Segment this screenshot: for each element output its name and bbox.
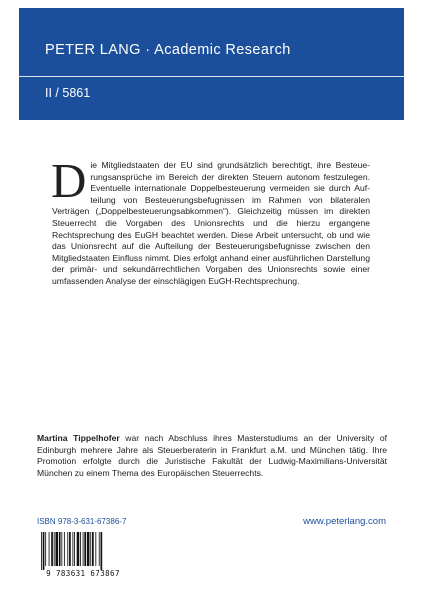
barcode-bar xyxy=(84,532,86,566)
top-margin xyxy=(0,0,423,8)
barcode-digits: 9 783631 673867 xyxy=(46,569,120,578)
barcode-bar xyxy=(45,532,46,566)
author-name: Martina Tippelhofer xyxy=(37,433,120,443)
barcode-bar xyxy=(72,532,73,566)
drop-cap-letter: D xyxy=(51,153,87,208)
isbn-barcode xyxy=(37,532,129,578)
barcode-bar xyxy=(74,532,75,566)
barcode-bars-icon xyxy=(41,532,125,570)
barcode-bar xyxy=(83,532,84,566)
series-volume-number: II / 5861 xyxy=(45,86,91,100)
barcode-bar xyxy=(80,532,81,566)
abstract-text: ie Mitgliedstaaten der EU sind grundsätzlich berechtigt, ihre Besteuerungsansprüche im Bereich der direkten Steuern autonom festzulegen. Eventuelle internationale Doppelbesteuerung vermeiden sie durch Aufteilung von Besteuerungsbefugnissen im Rahmen von bilateralen Verträgen („Doppelbesteuerungsabkommen“). Gleichzeitig müssen im direkten Steuerrecht die Vorgaben des Unionsrechts und die hierzu ergangene Rechtsprechung des EuGH beachtet werden. Diese Arbeit untersucht, ob und wie das Unionsrecht auf die Aufteilung der Besteuerungsbefugnisse zwischen den Mitgliedstaaten Einfluss nimmt. Dies erfolgt anhand einer ausführlichen Darstellung der primär- und sekundärrechtlichen Vorgaben des Unionsrechts sowie einer umfassenden Analyse der einschlägigen EuGH-Rechtsprechung. xyxy=(52,160,370,286)
barcode-bar xyxy=(67,532,68,566)
barcode-bar xyxy=(54,532,55,566)
author-biography xyxy=(37,433,387,479)
barcode-bar xyxy=(92,532,94,566)
isbn-label: ISBN 978-3-631-67386-7 xyxy=(37,517,127,526)
barcode-bar xyxy=(55,532,58,566)
header-divider xyxy=(19,76,404,77)
barcode-bar xyxy=(90,532,91,566)
publisher-series-title: PETER LANG · Academic Research xyxy=(45,42,291,58)
barcode-bar xyxy=(64,532,65,566)
barcode-bar xyxy=(101,532,103,570)
barcode-bar xyxy=(99,532,100,566)
barcode-bar xyxy=(87,532,90,566)
barcode-bar xyxy=(51,532,53,566)
barcode-bar xyxy=(95,532,96,566)
barcode-bar xyxy=(41,532,42,570)
publisher-website-link[interactable]: www.peterlang.com xyxy=(303,516,386,527)
barcode-bar xyxy=(43,532,45,570)
barcode-bar xyxy=(61,532,62,566)
author-bio-text: war nach Abschluss ihres Masterstudiums an der University of Edinburgh mehrere Jahre als Steuerberaterin in Frankfurt a.M. und München tätig. Ihre Promotion erfolgte durch die Juristische Fakultät der Ludwig-Maximilians-Universität München zu einem Thema des Europäischen Steuerrechts. xyxy=(37,433,387,478)
barcode-bar xyxy=(69,532,71,566)
barcode-bar xyxy=(49,532,50,566)
barcode-bar xyxy=(77,532,80,566)
publisher-header-band xyxy=(19,8,404,120)
book-abstract xyxy=(51,153,370,288)
barcode-bar xyxy=(59,532,61,566)
